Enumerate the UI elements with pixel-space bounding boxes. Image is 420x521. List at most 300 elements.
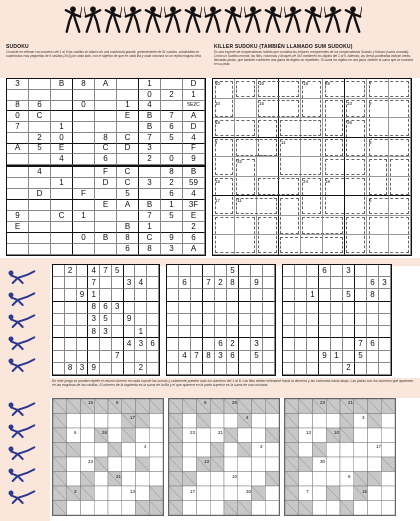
sudoku-cell[interactable] <box>263 265 275 277</box>
sudoku-cell[interactable] <box>77 265 89 277</box>
sudoku-cell[interactable]: A <box>117 200 139 211</box>
sudoku-cell[interactable] <box>307 302 319 314</box>
sudoku-cell[interactable] <box>179 314 191 326</box>
sudoku-cell[interactable]: 7 <box>112 351 124 363</box>
sudoku-cell[interactable]: 9 <box>7 211 29 222</box>
sudoku-cell[interactable] <box>88 338 100 350</box>
sudoku-cell[interactable] <box>7 178 29 189</box>
sudoku-cell[interactable] <box>239 265 251 277</box>
sudoku-cell[interactable] <box>367 363 379 375</box>
sudoku-cell[interactable] <box>29 244 51 255</box>
sudoku-cell[interactable] <box>319 363 331 375</box>
sudoku-cell[interactable] <box>251 326 263 338</box>
sudoku-cell[interactable] <box>319 302 331 314</box>
sudoku-cell[interactable] <box>343 326 355 338</box>
sudoku-cell[interactable] <box>179 265 191 277</box>
sudoku-cell[interactable] <box>112 277 124 289</box>
sudoku-cell[interactable] <box>53 277 65 289</box>
sudoku-cell[interactable] <box>191 289 203 301</box>
sudoku-cell[interactable]: C <box>117 178 139 189</box>
sudoku-cell[interactable] <box>295 265 307 277</box>
sudoku-cell[interactable]: 4 <box>51 154 73 165</box>
sudoku-cell[interactable] <box>51 222 73 233</box>
sudoku-cell[interactable]: 6 <box>215 338 227 350</box>
sudoku-cell[interactable] <box>379 289 391 301</box>
sudoku-cell[interactable]: 6 <box>29 101 51 112</box>
sudoku-cell[interactable]: 1 <box>135 326 147 338</box>
sudoku-cell[interactable]: 8 <box>227 277 239 289</box>
sudoku-cell[interactable] <box>167 326 179 338</box>
sudoku-cell[interactable] <box>331 277 343 289</box>
sudoku-cell[interactable] <box>135 265 147 277</box>
sudoku-cell[interactable] <box>263 314 275 326</box>
sudoku-cell[interactable] <box>95 244 117 255</box>
sudoku-cell[interactable] <box>29 222 51 233</box>
sudoku-cell[interactable] <box>295 289 307 301</box>
sudoku-cell[interactable] <box>355 302 367 314</box>
sudoku-cell[interactable]: E <box>183 211 205 222</box>
sudoku-cell[interactable]: 4 <box>124 338 136 350</box>
sudoku-cell[interactable] <box>53 338 65 350</box>
sudoku-cell[interactable] <box>147 265 159 277</box>
sudoku-cell[interactable] <box>191 302 203 314</box>
sudoku-cell[interactable]: 2 <box>65 265 77 277</box>
sudoku-cell[interactable] <box>215 302 227 314</box>
sudoku-cell[interactable]: 8 <box>88 326 100 338</box>
sudoku-cell[interactable] <box>73 122 95 133</box>
sudoku-cell[interactable]: E <box>95 200 117 211</box>
sudoku-cell[interactable] <box>343 338 355 350</box>
sudoku-cell[interactable]: 3 <box>7 79 29 90</box>
sudoku-cell[interactable] <box>295 302 307 314</box>
sudoku-cell[interactable] <box>77 326 89 338</box>
sudoku-cell[interactable]: 2 <box>135 363 147 375</box>
sudoku-cell[interactable] <box>215 265 227 277</box>
sudoku-cell[interactable] <box>100 363 112 375</box>
sudoku-cell[interactable]: 9 <box>161 233 183 244</box>
sudoku-cell[interactable] <box>29 233 51 244</box>
sudoku-cell[interactable] <box>147 289 159 301</box>
sudoku-cell[interactable] <box>7 244 29 255</box>
sudoku-cell[interactable]: 1 <box>161 200 183 211</box>
sudoku-cell[interactable]: 7 <box>161 111 183 122</box>
sudoku-cell[interactable]: 7 <box>139 133 161 144</box>
sudoku-cell[interactable] <box>251 363 263 375</box>
sudoku-cell[interactable] <box>51 233 73 244</box>
sudoku-cell[interactable] <box>215 363 227 375</box>
sudoku-cell[interactable] <box>191 277 203 289</box>
sudoku-cell[interactable] <box>295 314 307 326</box>
sudoku-cell[interactable]: 0 <box>7 111 29 122</box>
sudoku-cell[interactable] <box>343 302 355 314</box>
sudoku-cell[interactable] <box>161 79 183 90</box>
sudoku-cell[interactable]: 7 <box>139 211 161 222</box>
sudoku-cell[interactable]: 6 <box>161 122 183 133</box>
sudoku-cell[interactable] <box>283 363 295 375</box>
sudoku-cell[interactable] <box>73 133 95 144</box>
sudoku-cell[interactable] <box>73 154 95 165</box>
sudoku-cell[interactable] <box>239 326 251 338</box>
sudoku-cell[interactable] <box>161 101 183 112</box>
sudoku-cell[interactable] <box>367 302 379 314</box>
sudoku-cell[interactable]: 7 <box>203 277 215 289</box>
sudoku-cell[interactable] <box>307 265 319 277</box>
sudoku-cell[interactable]: 5E2C <box>183 101 205 112</box>
sudoku-cell[interactable]: 2 <box>29 133 51 144</box>
sudoku-cell[interactable]: 5 <box>29 144 51 155</box>
sudoku-cell[interactable] <box>283 277 295 289</box>
sudoku-cell[interactable] <box>319 314 331 326</box>
sudoku-cell[interactable] <box>53 265 65 277</box>
sudoku-cell[interactable] <box>117 79 139 90</box>
sudoku-cell[interactable]: A <box>183 111 205 122</box>
sudoku-cell[interactable] <box>139 189 161 200</box>
sudoku-cell[interactable] <box>167 302 179 314</box>
sudoku-cell[interactable] <box>51 200 73 211</box>
sudoku-cell[interactable]: 1 <box>307 289 319 301</box>
sudoku-cell[interactable] <box>331 289 343 301</box>
sudoku-cell[interactable] <box>307 338 319 350</box>
sudoku-cell[interactable]: D <box>95 178 117 189</box>
sudoku-cell[interactable]: B <box>117 222 139 233</box>
sudoku-cell[interactable] <box>307 351 319 363</box>
sudoku-cell[interactable]: E <box>7 222 29 233</box>
sudoku-cell[interactable]: 9 <box>77 289 89 301</box>
sudoku-cell[interactable] <box>251 289 263 301</box>
sudoku-cell[interactable] <box>53 302 65 314</box>
sudoku-cell[interactable] <box>307 277 319 289</box>
sudoku-cell[interactable]: 4 <box>29 167 51 178</box>
sudoku-cell[interactable]: 6 <box>117 244 139 255</box>
sudoku-cell[interactable] <box>53 363 65 375</box>
sudoku-cell[interactable]: 5 <box>161 133 183 144</box>
sudoku-cell[interactable] <box>319 338 331 350</box>
sudoku-cell[interactable] <box>215 289 227 301</box>
sudoku-cell[interactable] <box>29 90 51 101</box>
sudoku-cell[interactable]: F <box>73 189 95 200</box>
sudoku-cell[interactable]: 5 <box>161 211 183 222</box>
sudoku-cell[interactable]: 9 <box>183 154 205 165</box>
sudoku-cell[interactable]: 6 <box>367 338 379 350</box>
sudoku-cell[interactable]: D <box>183 79 205 90</box>
sudoku-cell[interactable] <box>355 265 367 277</box>
sudoku-cell[interactable] <box>51 101 73 112</box>
sudoku-cell[interactable] <box>331 326 343 338</box>
sudoku-cell[interactable] <box>367 326 379 338</box>
sudoku-cell[interactable] <box>53 351 65 363</box>
sudoku-cell[interactable] <box>53 289 65 301</box>
sudoku-cell[interactable] <box>319 289 331 301</box>
sudoku-cell[interactable]: 6 <box>95 154 117 165</box>
sudoku-cell[interactable]: 1 <box>51 122 73 133</box>
sudoku-cell[interactable]: 6 <box>147 338 159 350</box>
sudoku-cell[interactable] <box>73 167 95 178</box>
sudoku-cell[interactable] <box>215 326 227 338</box>
sudoku-cell[interactable]: 6 <box>179 277 191 289</box>
sudoku-cell[interactable] <box>319 277 331 289</box>
sudoku-cell[interactable]: 1 <box>183 90 205 101</box>
sudoku-cell[interactable] <box>124 326 136 338</box>
sudoku-cell[interactable] <box>379 351 391 363</box>
sudoku-cell[interactable] <box>167 363 179 375</box>
sudoku-cell[interactable] <box>117 90 139 101</box>
sudoku-cell[interactable] <box>179 338 191 350</box>
sudoku-cell[interactable] <box>147 363 159 375</box>
sudoku-cell[interactable] <box>295 326 307 338</box>
sudoku-cell[interactable] <box>283 302 295 314</box>
sudoku-cell[interactable] <box>124 363 136 375</box>
sudoku-cell[interactable] <box>95 101 117 112</box>
sudoku-cell[interactable] <box>73 144 95 155</box>
sudoku-cell[interactable]: 6 <box>227 351 239 363</box>
sudoku-cell[interactable] <box>7 90 29 101</box>
sudoku-cell[interactable]: 6 <box>100 302 112 314</box>
sudoku-cell[interactable]: 8 <box>117 233 139 244</box>
sudoku-cell[interactable] <box>167 277 179 289</box>
sudoku-cell[interactable]: 7 <box>191 351 203 363</box>
sudoku-cell[interactable] <box>88 351 100 363</box>
sudoku-cell[interactable] <box>239 302 251 314</box>
sudoku-cell[interactable] <box>203 265 215 277</box>
sudoku-cell[interactable] <box>191 314 203 326</box>
sudoku-cell[interactable] <box>379 302 391 314</box>
sudoku-cell[interactable]: 2 <box>227 338 239 350</box>
sudoku-cell[interactable] <box>147 326 159 338</box>
sudoku-cell[interactable] <box>239 277 251 289</box>
sudoku-cell[interactable] <box>179 289 191 301</box>
sudoku-cell[interactable]: 1 <box>139 79 161 90</box>
sudoku-cell[interactable]: 3 <box>77 363 89 375</box>
sudoku-cell[interactable]: B <box>51 79 73 90</box>
sudoku-cell[interactable] <box>147 314 159 326</box>
sudoku-cell[interactable] <box>139 167 161 178</box>
sudoku-cell[interactable] <box>307 363 319 375</box>
sudoku-cell[interactable] <box>29 79 51 90</box>
sudoku-cell[interactable] <box>191 265 203 277</box>
sudoku-cell[interactable]: 2 <box>139 154 161 165</box>
sudoku-cell[interactable] <box>283 338 295 350</box>
sudoku-cell[interactable] <box>95 211 117 222</box>
sudoku-cell[interactable]: 0 <box>139 90 161 101</box>
sudoku-cell[interactable] <box>215 314 227 326</box>
sudoku-cell[interactable] <box>203 302 215 314</box>
sudoku-cell[interactable] <box>167 351 179 363</box>
killer-cell[interactable] <box>257 157 279 177</box>
sudoku-cell[interactable] <box>95 189 117 200</box>
sudoku-cell[interactable] <box>263 363 275 375</box>
sudoku-cell[interactable]: C <box>139 233 161 244</box>
sudoku-cell[interactable]: B <box>139 122 161 133</box>
sudoku-cell[interactable] <box>343 277 355 289</box>
sudoku-cell[interactable] <box>167 338 179 350</box>
sudoku-cell[interactable] <box>51 189 73 200</box>
sudoku-cell[interactable] <box>161 144 183 155</box>
sudoku-cell[interactable] <box>65 351 77 363</box>
sudoku-cell[interactable] <box>355 314 367 326</box>
sudoku-cell[interactable] <box>95 122 117 133</box>
sudoku-cell[interactable] <box>161 222 183 233</box>
sudoku-cell[interactable] <box>239 314 251 326</box>
sudoku-cell[interactable] <box>343 351 355 363</box>
sudoku-cell[interactable]: 7 <box>7 122 29 133</box>
sudoku-cell[interactable] <box>307 314 319 326</box>
sudoku-cell[interactable] <box>319 326 331 338</box>
sudoku-cell[interactable] <box>112 314 124 326</box>
sudoku-cell[interactable] <box>112 326 124 338</box>
sudoku-cell[interactable] <box>295 363 307 375</box>
sudoku-cell[interactable]: 0 <box>73 101 95 112</box>
sudoku-cell[interactable] <box>203 363 215 375</box>
sudoku-cell[interactable]: 5 <box>117 189 139 200</box>
sudoku-cell[interactable]: 3 <box>88 314 100 326</box>
sudoku-cell[interactable]: A <box>7 144 29 155</box>
sudoku-cell[interactable] <box>77 277 89 289</box>
sudoku-cell[interactable]: 4 <box>135 277 147 289</box>
sudoku-cell[interactable]: 1 <box>117 101 139 112</box>
sudoku-cell[interactable] <box>77 302 89 314</box>
sudoku-cell[interactable] <box>7 189 29 200</box>
sudoku-cell[interactable] <box>355 326 367 338</box>
sudoku-cell[interactable] <box>191 326 203 338</box>
sudoku-cell[interactable] <box>239 338 251 350</box>
sudoku-cell[interactable] <box>283 351 295 363</box>
sudoku-cell[interactable] <box>263 326 275 338</box>
sudoku-cell[interactable] <box>307 326 319 338</box>
sudoku-cell[interactable] <box>112 289 124 301</box>
sudoku-cell[interactable] <box>295 351 307 363</box>
sudoku-cell[interactable] <box>7 200 29 211</box>
sudoku-cell[interactable] <box>251 302 263 314</box>
sudoku-cell[interactable] <box>331 338 343 350</box>
sudoku-cell[interactable]: 7 <box>100 265 112 277</box>
sudoku-cell[interactable] <box>367 351 379 363</box>
sudoku-cell[interactable]: B <box>139 111 161 122</box>
sudoku-cell[interactable] <box>263 277 275 289</box>
sudoku-cell[interactable] <box>379 363 391 375</box>
sudoku-cell[interactable] <box>203 338 215 350</box>
sudoku-cell[interactable] <box>331 314 343 326</box>
sudoku-cell[interactable]: 1 <box>331 351 343 363</box>
sudoku-cell[interactable]: 5 <box>112 265 124 277</box>
sudoku-cell[interactable] <box>179 326 191 338</box>
sudoku-cell[interactable]: C <box>29 111 51 122</box>
sudoku-cell[interactable]: 3 <box>161 244 183 255</box>
sudoku-cell[interactable] <box>227 326 239 338</box>
sudoku-cell[interactable] <box>29 211 51 222</box>
sudoku-cell[interactable] <box>7 167 29 178</box>
sudoku-cell[interactable] <box>343 314 355 326</box>
sudoku-cell[interactable] <box>51 244 73 255</box>
sudoku-cell[interactable] <box>251 314 263 326</box>
sudoku-cell[interactable]: A <box>183 244 205 255</box>
sudoku-cell[interactable] <box>117 211 139 222</box>
sudoku-cell[interactable] <box>29 154 51 165</box>
sudoku-cell[interactable]: 8 <box>139 244 161 255</box>
sudoku-cell[interactable] <box>29 200 51 211</box>
sudoku-cell[interactable]: 3 <box>112 302 124 314</box>
sudoku-cell[interactable]: 3 <box>139 178 161 189</box>
sudoku-cell[interactable] <box>239 363 251 375</box>
sudoku-cell[interactable] <box>283 326 295 338</box>
sudoku-cell[interactable] <box>251 265 263 277</box>
sudoku-cell[interactable] <box>7 233 29 244</box>
sudoku-cell[interactable]: 2 <box>161 90 183 101</box>
killer-cell[interactable] <box>235 99 257 119</box>
sudoku-cell[interactable] <box>95 222 117 233</box>
sudoku-cell[interactable]: 5 <box>355 351 367 363</box>
sudoku-cell[interactable] <box>112 338 124 350</box>
sudoku-cell[interactable] <box>355 277 367 289</box>
sudoku-cell[interactable] <box>65 326 77 338</box>
sudoku-cell[interactable]: 8 <box>73 79 95 90</box>
sudoku-cell[interactable]: 5 <box>251 351 263 363</box>
sudoku-cell[interactable] <box>100 351 112 363</box>
sudoku-cell[interactable] <box>379 314 391 326</box>
sudoku-cell[interactable]: 3 <box>251 338 263 350</box>
sudoku-cell[interactable] <box>100 277 112 289</box>
sudoku-cell[interactable] <box>51 167 73 178</box>
sudoku-cell[interactable] <box>203 289 215 301</box>
sudoku-cell[interactable] <box>379 265 391 277</box>
sudoku-cell[interactable]: 59 <box>183 178 205 189</box>
sudoku-cell[interactable]: E <box>117 111 139 122</box>
sudoku-cell[interactable] <box>263 302 275 314</box>
sudoku-cell[interactable]: 8 <box>95 133 117 144</box>
sudoku-cell[interactable] <box>135 314 147 326</box>
sudoku-cell[interactable] <box>73 222 95 233</box>
sudoku-cell[interactable]: 3 <box>100 326 112 338</box>
sudoku-cell[interactable]: 6 <box>183 233 205 244</box>
sudoku-cell[interactable]: 4 <box>183 189 205 200</box>
sudoku-cell[interactable]: 2 <box>161 178 183 189</box>
sudoku-cell[interactable]: 1 <box>88 289 100 301</box>
sudoku-cell[interactable]: 0 <box>51 133 73 144</box>
sudoku-cell[interactable] <box>73 244 95 255</box>
sudoku-cell[interactable] <box>65 314 77 326</box>
sudoku-cell[interactable]: 8 <box>367 289 379 301</box>
sudoku-cell[interactable] <box>167 265 179 277</box>
sudoku-cell[interactable] <box>331 363 343 375</box>
sudoku-cell[interactable] <box>331 302 343 314</box>
sudoku-cell[interactable] <box>147 351 159 363</box>
sudoku-cell[interactable] <box>7 133 29 144</box>
sudoku-cell[interactable]: 3 <box>139 144 161 155</box>
sudoku-cell[interactable] <box>227 363 239 375</box>
sudoku-cell[interactable] <box>124 351 136 363</box>
sudoku-cell[interactable]: 5 <box>343 289 355 301</box>
sudoku-cell[interactable]: 7 <box>355 338 367 350</box>
sudoku-cell[interactable] <box>147 302 159 314</box>
sudoku-cell[interactable]: E <box>51 144 73 155</box>
sudoku-cell[interactable] <box>95 90 117 101</box>
sudoku-cell[interactable] <box>355 363 367 375</box>
sudoku-cell[interactable] <box>191 338 203 350</box>
sudoku-cell[interactable]: B <box>95 233 117 244</box>
sudoku-cell[interactable] <box>77 314 89 326</box>
sudoku-cell[interactable] <box>124 265 136 277</box>
sudoku-cell[interactable]: 4 <box>139 101 161 112</box>
sudoku-cell[interactable] <box>77 338 89 350</box>
sudoku-cell[interactable] <box>117 122 139 133</box>
sudoku-cell[interactable]: 7 <box>88 277 100 289</box>
sudoku-cell[interactable] <box>73 111 95 122</box>
sudoku-cell[interactable]: 3 <box>343 265 355 277</box>
sudoku-cell[interactable]: 1 <box>139 222 161 233</box>
sudoku-cell[interactable]: 2 <box>183 222 205 233</box>
sudoku-cell[interactable]: 8 <box>65 363 77 375</box>
sudoku-cell[interactable]: 0 <box>161 154 183 165</box>
sudoku-cell[interactable] <box>367 265 379 277</box>
